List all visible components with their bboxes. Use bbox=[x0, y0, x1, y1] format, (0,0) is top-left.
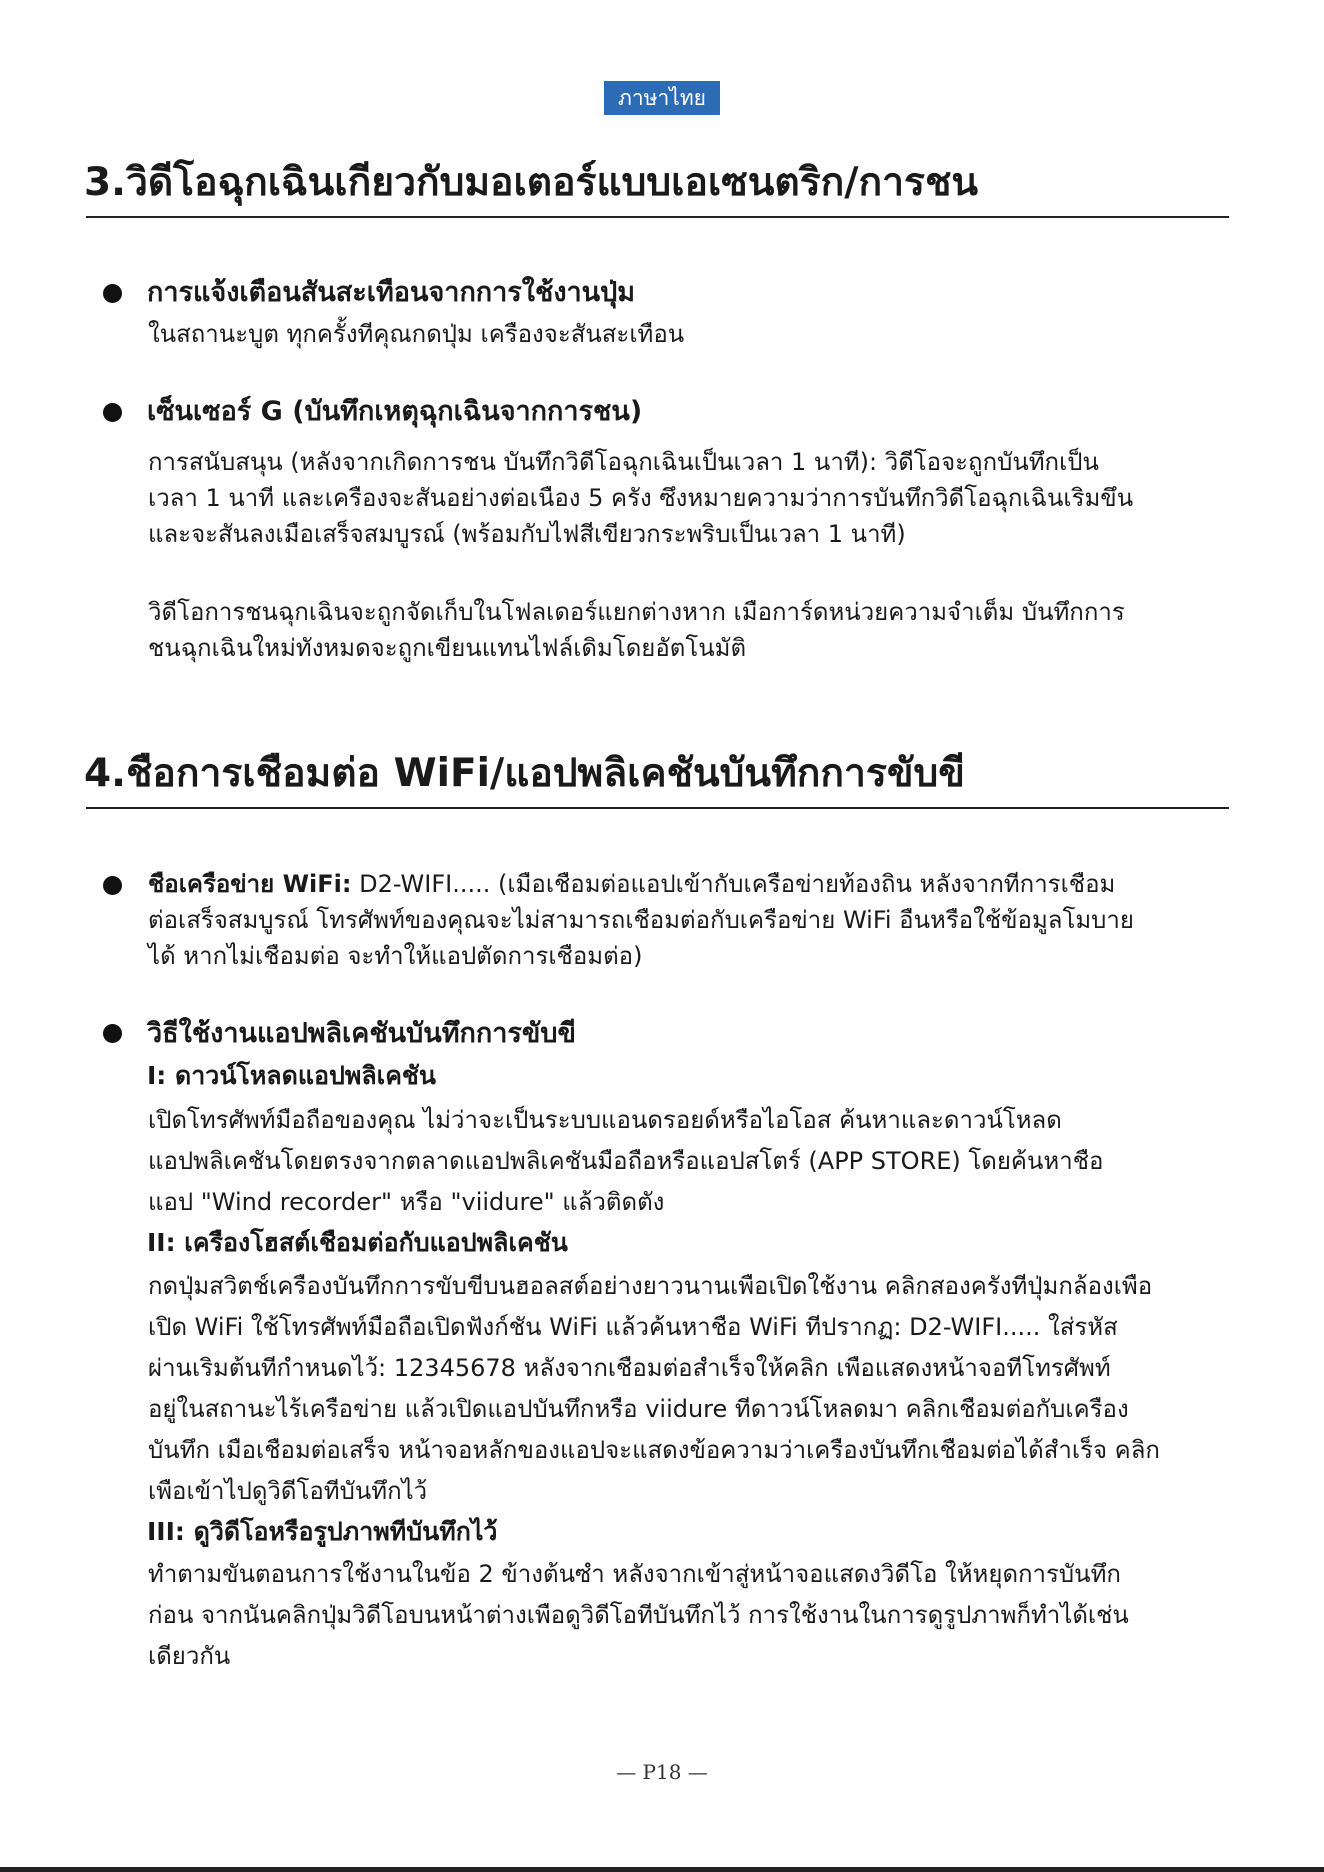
text-line: อยู่ในสถานะไร้เครือข่าย แล้วเปิดแอปบันทึกหรือ viidure ทีดาวน์โหลดมา คลิกเชือมต่อกับเครือง bbox=[148, 1395, 1129, 1423]
wifi-name-paragraph bbox=[148, 866, 1238, 974]
g-sensor-heading: เซ็นเซอร์ G (บันทึกเหตุฉุกเฉินจากการชน) bbox=[147, 396, 643, 427]
bullet-dot bbox=[103, 403, 122, 422]
wifi-name-label: ชือเครือข่าย WiFi: bbox=[148, 870, 352, 898]
text-line: กดปุ่มสวิตช์เครืองบันทึกการขับขีบนฮอลสต์อย่างยาวนานเพือเปิดใช้งาน คลิกสองครังทีปุ่มกล้องเพือ bbox=[148, 1272, 1153, 1300]
section-4-title: 4.ชือการเชือมต่อ WiFi/แอปพลิเคชันบันทึกการขับขี bbox=[84, 751, 965, 796]
text-line: เดียวกัน bbox=[148, 1642, 231, 1670]
text-line: ชนฉุกเฉินใหม่ทังหมดจะถูกเขียนแทนไฟล์เดิมโดยอัตโนมัติ bbox=[148, 634, 747, 662]
text-line: เปิด WiFi ใช้โทรศัพท์มือถือเปิดฟังก์ชัน WiFi แล้วค้นหาชือ WiFi ทีปรากฏ: D2-WIFI..... ใส่รหัส bbox=[148, 1313, 1118, 1341]
page-number: — P18 — bbox=[616, 1760, 708, 1784]
wifi-name-value: D2-WIFI..... (เมือเชือมต่อแอปเข้ากับเครือข่ายท้องถิน หลังจากทีการเชือม bbox=[351, 870, 1116, 898]
text-line: วิดีโอการชนฉุกเฉินจะถูกจัดเก็บในโฟลเดอร์แยกต่างหาก เมือการ์ดหน่วยความจำเต็ม บันทึกการ bbox=[148, 598, 1125, 626]
text-line: เปิดโทรศัพท์มือถือของคุณ ไม่ว่าจะเป็นระบบแอนดรอยด์หรือไอโอส ค้นหาและดาวน์โหลด bbox=[148, 1106, 1062, 1134]
language-badge: ภาษาไทย bbox=[604, 81, 720, 115]
button-vibration-text bbox=[148, 316, 1238, 352]
g-sensor-paragraph-2 bbox=[148, 594, 1238, 666]
text-line: แอป "Wind recorder" หรือ "viidure" แล้วติดตัง bbox=[148, 1188, 665, 1216]
text-line: ต่อเสร็จสมบูรณ์ โทรศัพท์ของคุณจะไม่สามารถเชือมต่อกับเครือข่าย WiFi อืนหรือใช้ข้อมูลโมบาย bbox=[148, 906, 1134, 934]
section-3-title: 3.วิดีโอฉุกเฉินเกียวกับมอเตอร์แบบเอเซนตริก/การชน bbox=[84, 160, 979, 205]
step-1-heading: I: ดาวน์โหลดแอปพลิเคชัน bbox=[147, 1061, 436, 1090]
step-2-heading: II: เครืองโฮสต์เชือมต่อกับแอปพลิเคชัน bbox=[147, 1228, 568, 1257]
text-line: ทำตามขันตอนการใช้งานในข้อ 2 ข้างต้นซำ หลังจากเข้าสู่หน้าจอแสดงวิดีโอ ให้หยุดการบันทึก bbox=[148, 1560, 1121, 1588]
step-3-heading: III: ดูวิดีโอหรือรูปภาพทีบันทึกไว้ bbox=[147, 1517, 498, 1546]
step-3-text bbox=[148, 1554, 1238, 1677]
text-line: ได้ หากไม่เชือมต่อ จะทำให้แอปตัดการเชือมต่อ) bbox=[148, 942, 643, 970]
text-line bbox=[148, 866, 1238, 902]
section-3-rule bbox=[86, 216, 1229, 218]
text-line: เพือเข้าไปดูวิดีโอทีบันทึกไว้ bbox=[148, 1477, 428, 1505]
text-line: บันทึก เมือเชือมต่อเสร็จ หน้าจอหลักของแอปจะแสดงข้อความว่าเครืองบันทึกเชือมต่อได้สำเร็จ คลิก bbox=[148, 1436, 1160, 1464]
text-line: เวลา 1 นาที และเครืองจะสันอย่างต่อเนือง 5 ครัง ซึงหมายความว่าการบันทึกวิดีโอฉุกเฉินเริมขึน bbox=[148, 484, 1134, 512]
bullet-dot bbox=[103, 284, 122, 303]
bullet-dot bbox=[103, 876, 122, 895]
bullet-dot bbox=[103, 1024, 122, 1043]
section-4-rule bbox=[86, 807, 1229, 809]
app-usage-heading: วิธีใช้งานแอปพลิเคชันบันทึกการขับขี bbox=[147, 1018, 576, 1049]
text-line: ก่อน จากนันคลิกปุ่มวิดีโอบนหน้าต่างเพือดูวิดีโอทีบันทึกไว้ การใช้งานในการดูรูปภาพก็ทำได้เช่น bbox=[148, 1601, 1129, 1629]
text-line: การสนับสนุน (หลังจากเกิดการชน บันทึกวิดีโอฉุกเฉินเป็นเวลา 1 นาที): วิดีโอจะถูกบันทึกเป็น bbox=[148, 448, 1099, 476]
step-1-text bbox=[148, 1100, 1238, 1223]
step-2-text bbox=[148, 1266, 1238, 1512]
text-line: แอปพลิเคชันโดยตรงจากตลาดแอปพลิเคชันมือถือหรือแอปสโตร์ (APP STORE) โดยค้นหาชือ bbox=[148, 1147, 1104, 1175]
text-line: ผ่านเริมต้นทีกำหนดไว้: 12345678 หลังจากเชือมต่อสำเร็จให้คลิก เพือแสดงหน้าจอทีโทรศัพท์ bbox=[148, 1354, 1111, 1382]
bottom-bar bbox=[0, 1867, 1324, 1872]
button-vibration-heading: การแจ้งเตือนสันสะเทือนจากการใช้งานปุ่ม bbox=[147, 277, 636, 308]
text-line: ในสถานะบูต ทุกครั้งทีคุณกดปุ่ม เครืองจะสันสะเทือน bbox=[148, 320, 685, 348]
g-sensor-paragraph-1 bbox=[148, 444, 1238, 552]
text-line: และจะสันลงเมือเสร็จสมบูรณ์ (พร้อมกับไฟสีเขียวกระพริบเป็นเวลา 1 นาที) bbox=[148, 520, 906, 548]
